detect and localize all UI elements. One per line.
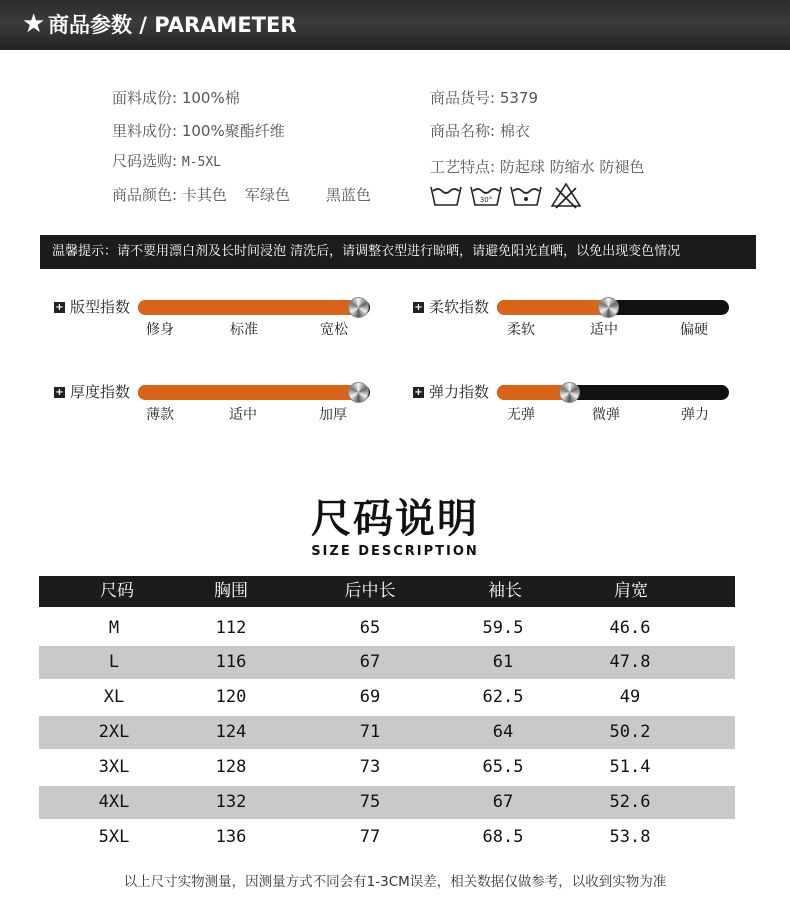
table-cell: 120	[215, 687, 247, 707]
parameter-title: 商品参数 / PARAMETER	[48, 13, 297, 37]
indicator-option: 适中	[229, 407, 257, 423]
thickness-indicator	[54, 384, 384, 434]
table-cell: 52.6	[609, 792, 651, 812]
care-icons	[430, 182, 590, 210]
product-code-value: 5379	[499, 89, 539, 107]
table-cell: 132	[215, 792, 247, 812]
indicator-option: 薄款	[146, 407, 174, 423]
table-cell: 2XL	[98, 722, 130, 742]
product-colors	[112, 185, 371, 205]
table-row	[39, 716, 735, 749]
table-cell: 69	[359, 687, 381, 707]
table-row	[39, 612, 735, 645]
plus-icon: +	[414, 387, 423, 398]
table-cell: 124	[215, 722, 247, 742]
wash-low-temp-icon	[511, 187, 541, 205]
column-header: 袖长	[488, 581, 522, 601]
table-cell: 53.8	[609, 827, 651, 847]
table-cell: M	[108, 618, 120, 638]
craft-features	[430, 157, 644, 177]
table-cell: 68.5	[482, 827, 524, 847]
table-cell: 49	[619, 687, 641, 707]
color-black-blue: 黑蓝色	[325, 186, 371, 204]
size-chart-title: 尺码说明	[311, 496, 479, 542]
table-cell: 65	[359, 618, 381, 638]
table-cell: 5XL	[98, 827, 130, 847]
craft-value: 防起球 防缩水 防褪色	[499, 158, 645, 176]
column-header: 肩宽	[614, 581, 648, 601]
indicator-knob	[559, 382, 580, 403]
size-range-value: M-5XL	[181, 155, 221, 170]
elasticity-indicator	[413, 384, 743, 434]
hand-wash-icon	[431, 187, 461, 205]
product-name-value: 棉衣	[499, 122, 530, 140]
table-cell: 67	[492, 792, 514, 812]
table-cell: 75	[359, 792, 381, 812]
indicator-fill	[138, 385, 358, 400]
plus-icon: +	[55, 302, 64, 313]
care-notice: 温馨提示：请不要用漂白剂及长时间浸泡 清洗后，请调整衣型进行晾晒，请避免阳光直晒，以免出现变色情况	[40, 235, 756, 269]
table-cell: 65.5	[482, 757, 524, 777]
column-header: 尺码	[100, 581, 134, 601]
indicator-option: 适中	[590, 322, 618, 338]
indicator-option: 弹力	[681, 407, 709, 423]
indicator-track	[138, 300, 370, 315]
table-row	[39, 681, 735, 714]
lining-value: 100%聚酯纤维	[181, 122, 285, 140]
product-name	[430, 121, 530, 141]
table-cell: 136	[215, 827, 247, 847]
indicator-knob	[598, 297, 619, 318]
fabric-value: 100%棉	[181, 89, 240, 107]
softness-indicator	[413, 299, 743, 349]
colors-label: 商品颜色:	[112, 186, 178, 204]
indicator-track	[497, 300, 729, 315]
table-cell: 51.4	[609, 757, 651, 777]
lining-composition	[112, 121, 285, 141]
product-name-label: 商品名称:	[430, 122, 496, 140]
indicator-option: 加厚	[319, 407, 347, 423]
indicator-option: 标准	[230, 322, 258, 338]
indicator-fill	[497, 300, 608, 315]
no-bleach-icon	[552, 184, 580, 208]
fit-indicator	[54, 299, 384, 349]
plus-icon: +	[414, 302, 423, 313]
indicator-option: 修身	[146, 322, 174, 338]
indicator-label: 厚度指数	[70, 383, 131, 401]
table-cell: 4XL	[98, 792, 130, 812]
table-cell: 77	[359, 827, 381, 847]
craft-label: 工艺特点:	[430, 158, 496, 176]
indicator-track	[138, 385, 370, 400]
table-cell: 64	[492, 722, 514, 742]
product-code	[430, 88, 538, 108]
table-row	[39, 786, 735, 819]
table-cell: 62.5	[482, 687, 524, 707]
indicator-option: 偏硬	[680, 322, 708, 338]
column-header: 胸围	[214, 581, 248, 601]
indicator-option: 宽松	[320, 322, 348, 338]
table-row	[39, 751, 735, 784]
table-row	[39, 821, 735, 854]
table-cell: 50.2	[609, 722, 651, 742]
wash-30-icon	[471, 187, 501, 205]
table-cell: 67	[359, 652, 381, 672]
indicator-label: 弹力指数	[429, 383, 490, 401]
size-table-header	[39, 576, 735, 607]
indicator-label: 版型指数	[70, 298, 131, 316]
table-cell: L	[108, 652, 120, 672]
indicator-label: 柔软指数	[429, 298, 490, 316]
indicator-option: 微弹	[592, 407, 620, 423]
indicator-knob	[348, 297, 369, 318]
table-cell: 116	[215, 652, 247, 672]
table-cell: 3XL	[98, 757, 130, 777]
table-cell: 112	[215, 618, 247, 638]
indicator-track	[497, 385, 729, 400]
table-cell: XL	[103, 687, 125, 707]
indicator-option: 无弹	[507, 407, 535, 423]
indicator-option: 柔软	[507, 322, 535, 338]
column-header: 后中长	[344, 581, 396, 601]
size-range	[112, 151, 221, 173]
table-cell: 73	[359, 757, 381, 777]
table-cell: 128	[215, 757, 247, 777]
indicator-fill	[138, 300, 358, 315]
product-code-label: 商品货号:	[430, 89, 496, 107]
plus-icon: +	[55, 387, 64, 398]
table-cell: 47.8	[609, 652, 651, 672]
size-chart-subtitle: SIZE DESCRIPTION	[311, 544, 479, 559]
size-range-label: 尺码选购:	[112, 152, 178, 170]
fabric-composition	[112, 88, 240, 108]
table-cell: 59.5	[482, 618, 524, 638]
table-cell: 46.6	[609, 618, 651, 638]
fabric-label: 面料成份:	[112, 89, 178, 107]
color-army-green: 军绿色	[244, 186, 290, 204]
star-icon: ★	[22, 9, 46, 39]
size-footnote: 以上尺寸实物测量，因测量方式不同会有1-3CM误差，相关数据仅做参考，以收到实物为准	[123, 874, 667, 890]
lining-label: 里料成份:	[112, 122, 178, 140]
color-khaki: 卡其色	[181, 186, 227, 204]
wash-temp-label: 30°	[479, 196, 493, 204]
table-row	[39, 646, 735, 679]
table-cell: 71	[359, 722, 381, 742]
parameter-header	[0, 0, 790, 50]
indicator-knob	[348, 382, 369, 403]
table-cell: 61	[492, 652, 514, 672]
